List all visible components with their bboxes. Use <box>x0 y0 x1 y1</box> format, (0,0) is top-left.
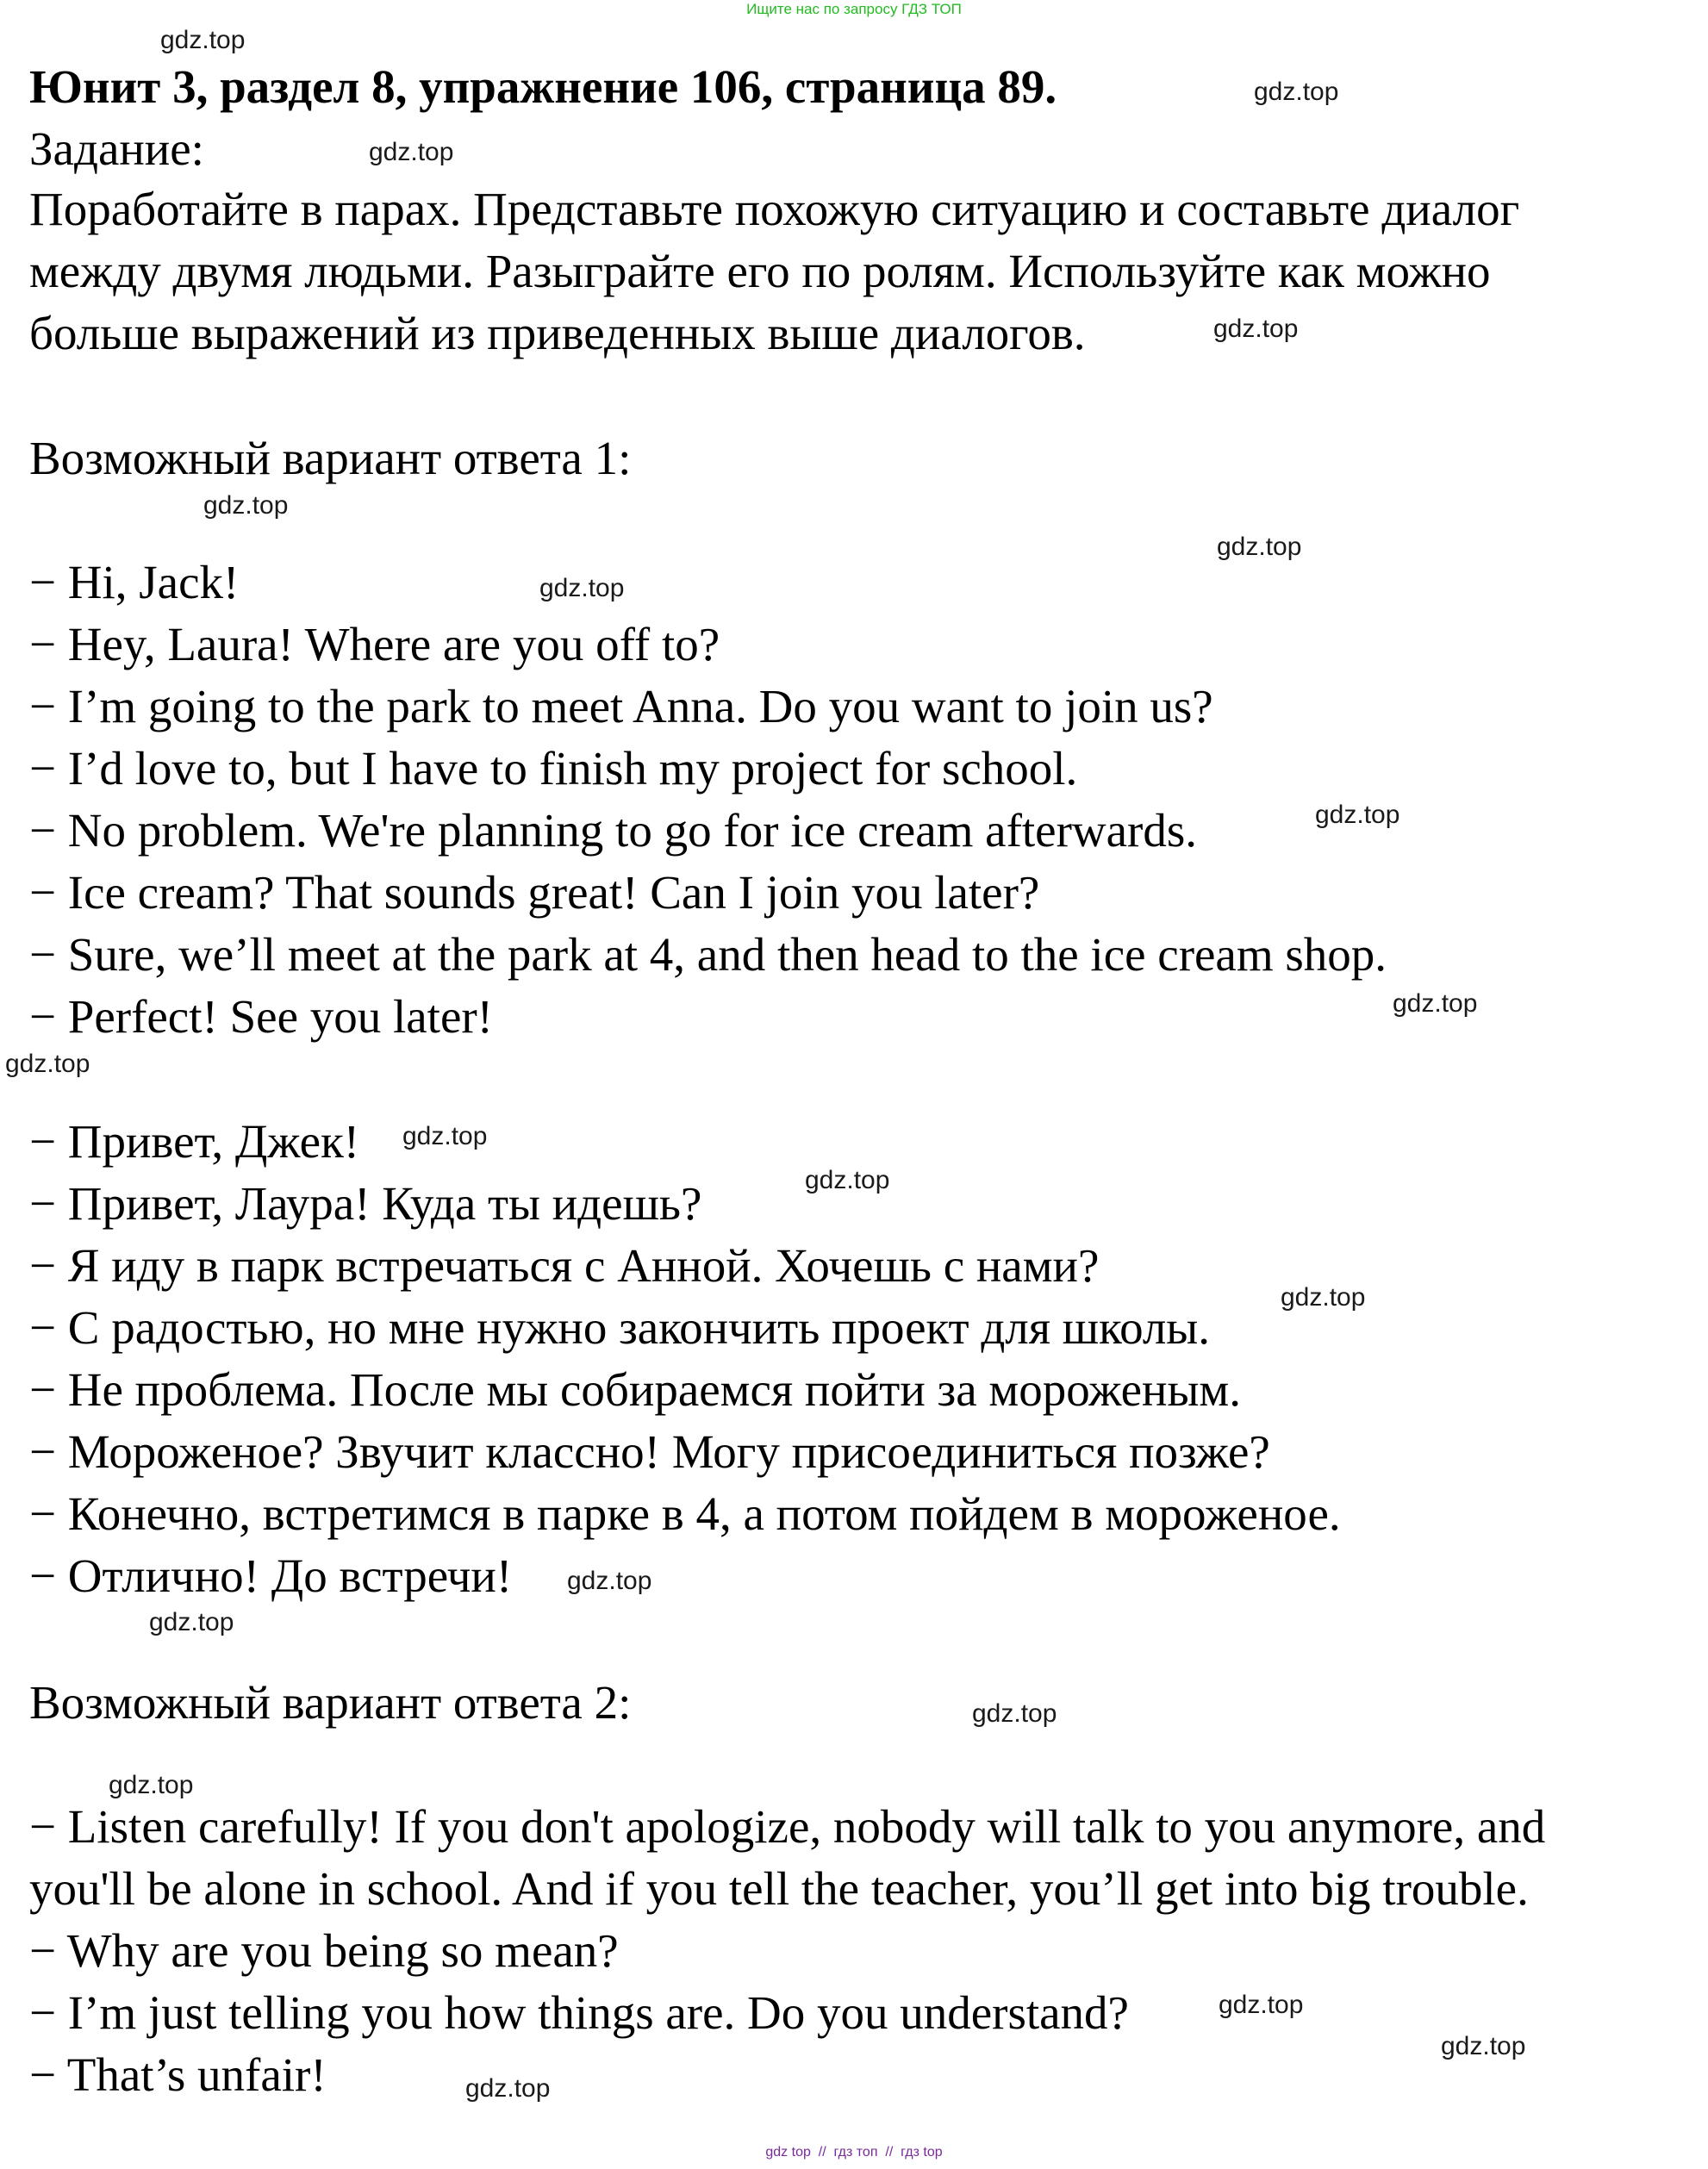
dialog-line: − С радостью, но мне нужно закончить проект для школы. <box>29 1301 1211 1354</box>
top-banner: Ищите нас по запросу ГДЗ ТОП <box>746 1 962 17</box>
dialog-line: − Отлично! До встречи! <box>29 1549 513 1602</box>
watermark: gdz.top <box>1281 1283 1366 1312</box>
dialog-line: − Я иду в парк встречаться с Анной. Хочешь с нами? <box>29 1239 1100 1292</box>
watermark: gdz.top <box>1441 2032 1526 2060</box>
watermark: gdz.top <box>539 574 625 602</box>
dialog-line: − Perfect! See you later! <box>29 990 493 1043</box>
watermark: gdz.top <box>567 1567 652 1595</box>
watermark: gdz.top <box>109 1771 194 1799</box>
dialog-line: − No problem. We're planning to go for ice cream afterwards. <box>29 804 1197 857</box>
dialog-line: you'll be alone in school. And if you tell the teacher, you’ll get into big trouble. <box>29 1862 1529 1915</box>
dialog-line: − Why are you being so mean? <box>29 1924 619 1977</box>
dialog-line: − Listen carefully! If you don't apologize, nobody will talk to you anymore, and <box>29 1800 1546 1853</box>
watermark: gdz.top <box>465 2074 551 2103</box>
watermark: gdz.top <box>1219 1991 1304 2019</box>
dialog-line: − Привет, Джек! <box>29 1115 360 1168</box>
task-line: больше выражений из приведенных выше диалогов. <box>29 307 1086 359</box>
dialog-line: − Sure, we’ll meet at the park at 4, and then head to the ice cream shop. <box>29 928 1387 981</box>
watermark: gdz.top <box>5 1050 90 1078</box>
dialog-line: − I’m going to the park to meet Anna. Do you want to join us? <box>29 680 1213 732</box>
dialog-line: − I’d love to, but I have to finish my project for school. <box>29 742 1078 795</box>
watermark: gdz.top <box>1393 989 1478 1018</box>
watermark: gdz.top <box>369 138 454 166</box>
variant1-label: Возможный вариант ответа 1: <box>29 432 632 484</box>
page-title: Юнит 3, раздел 8, упражнение 106, страница 89. <box>29 60 1057 113</box>
watermark: gdz.top <box>805 1166 890 1194</box>
dialog-line: − Ice cream? That sounds great! Can I join you later? <box>29 866 1040 919</box>
watermark: gdz.top <box>1315 801 1400 829</box>
dialog-line: − I’m just telling you how things are. Do you understand? <box>29 1986 1129 2039</box>
dialog-line: − Hi, Jack! <box>29 556 240 608</box>
dialog-line: − Не проблема. После мы собираемся пойти за мороженым. <box>29 1363 1241 1416</box>
dialog-line: − Мороженое? Звучит классно! Могу присоединиться позже? <box>29 1425 1270 1478</box>
variant2-label: Возможный вариант ответа 2: <box>29 1676 632 1729</box>
watermark: gdz.top <box>1217 533 1302 561</box>
task-label: Задание: <box>29 122 204 175</box>
watermark: gdz.top <box>160 26 246 54</box>
watermark: gdz.top <box>203 491 289 520</box>
bottom-banner: gdz top // гдз топ // гдз top <box>765 2145 943 2160</box>
task-line: Поработайте в парах. Представьте похожую ситуацию и составьте диалог <box>29 183 1520 235</box>
task-line: между двумя людьми. Разыграйте его по ролям. Используйте как можно <box>29 245 1491 297</box>
dialog-line: − Hey, Laura! Where are you off to? <box>29 618 720 670</box>
watermark: gdz.top <box>1254 78 1339 106</box>
dialog-line: − Привет, Лаура! Куда ты идешь? <box>29 1177 702 1230</box>
watermark: gdz.top <box>149 1608 234 1636</box>
watermark: gdz.top <box>972 1699 1057 1728</box>
dialog-line: − That’s unfair! <box>29 2048 327 2101</box>
watermark: gdz.top <box>402 1122 488 1150</box>
watermark: gdz.top <box>1213 315 1299 343</box>
dialog-line: − Конечно, встретимся в парке в 4, а потом пойдем в мороженое. <box>29 1487 1341 1540</box>
